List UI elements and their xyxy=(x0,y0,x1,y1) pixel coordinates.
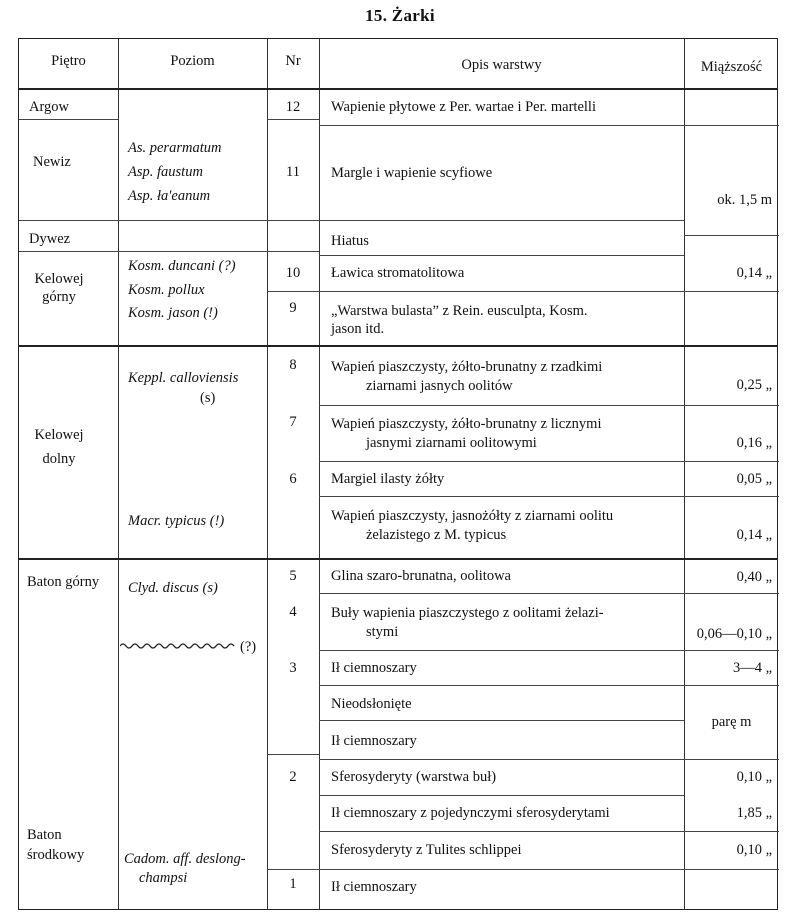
row-divider xyxy=(684,496,779,497)
thickness-value: ok. 1,5 m xyxy=(717,192,772,208)
layer-description: Wapień piaszczysty, jasnożółty z ziarnami oolitu xyxy=(331,508,614,524)
zone-label: Kosm. duncani (?) xyxy=(128,258,236,274)
row-divider xyxy=(319,593,684,594)
row-divider xyxy=(267,869,319,870)
row-divider xyxy=(319,720,684,721)
wavy-boundary-line xyxy=(120,641,240,651)
row-divider xyxy=(267,251,319,252)
layer-description: żelazistego z M. typicus xyxy=(366,527,507,543)
layer-number: 9 xyxy=(289,300,297,316)
row-divider xyxy=(684,869,779,870)
thickness-value: 0,14 „ xyxy=(736,527,772,543)
zone-label: Cadom. aff. deslong- xyxy=(124,851,246,867)
zone-label: Kosm. jason (!) xyxy=(128,305,218,321)
thickness-value: 0,25 „ xyxy=(736,377,772,393)
layer-description: jason itd. xyxy=(331,321,385,337)
row-divider xyxy=(267,220,319,221)
thickness-value: 3—4 „ xyxy=(732,660,772,676)
row-divider xyxy=(319,255,684,256)
thickness-value: 0,16 „ xyxy=(736,435,772,451)
layer-number: 11 xyxy=(286,164,300,180)
row-divider xyxy=(319,650,684,651)
row-divider xyxy=(319,125,684,126)
row-divider xyxy=(684,461,779,462)
stage-label: Kelowej xyxy=(34,271,84,287)
layer-description: Margiel ilasty żółty xyxy=(331,471,445,487)
layer-number: 10 xyxy=(285,265,301,281)
section-divider xyxy=(19,558,777,560)
row-divider xyxy=(684,593,779,594)
layer-description: Hiatus xyxy=(331,233,369,249)
zone-label: (s) xyxy=(200,390,216,406)
stage-label: dolny xyxy=(42,451,76,467)
zone-label: (?) xyxy=(240,639,257,655)
row-divider xyxy=(684,235,779,236)
thickness-value: 0,40 „ xyxy=(736,569,772,585)
layer-description: jasnymi ziarnami oolitowymi xyxy=(366,435,537,451)
row-divider xyxy=(684,650,779,651)
row-divider xyxy=(19,251,118,252)
layer-description: Glina szaro-brunatna, oolitowa xyxy=(331,568,511,584)
row-divider xyxy=(118,220,267,221)
header-poziom: Poziom xyxy=(170,53,215,69)
layer-number: 8 xyxy=(289,357,297,373)
zone-label: champsi xyxy=(139,870,188,886)
layer-number: 12 xyxy=(285,99,301,115)
row-divider xyxy=(319,405,684,406)
stage-label: Newiz xyxy=(33,154,71,170)
row-divider xyxy=(684,759,779,760)
row-divider xyxy=(319,220,684,221)
row-divider xyxy=(684,125,779,126)
row-divider xyxy=(319,685,684,686)
layer-description: Ił ciemnoszary z pojedynczymi sferosyderytami xyxy=(331,805,610,821)
header-miazszosc: Miąższość xyxy=(700,59,763,75)
row-divider xyxy=(319,496,684,497)
layer-description: stymi xyxy=(366,624,399,640)
stage-label: górny xyxy=(42,289,76,305)
row-divider xyxy=(684,291,779,292)
layer-description: Ławica stromatolitowa xyxy=(331,265,465,281)
zone-label: Asp. ła'eanum xyxy=(128,188,211,204)
zone-label: As. perarmatum xyxy=(128,140,222,156)
layer-description: Ił ciemnoszary xyxy=(331,879,417,895)
layer-description: Sferosyderyty (warstwa buł) xyxy=(331,769,497,785)
zone-label: Kosm. pollux xyxy=(128,282,205,298)
zone-label: Macr. typicus (!) xyxy=(128,513,225,529)
thickness-value: 0,06—0,10 „ xyxy=(696,626,772,642)
row-divider xyxy=(267,291,319,292)
layer-description: Wapień piaszczysty, żółto-brunatny z licznymi xyxy=(331,416,602,432)
layer-description: Wapień piaszczysty, żółto-brunatny z rzadkimi xyxy=(331,359,603,375)
header-nr: Nr xyxy=(285,53,301,69)
layer-description: Ił ciemnoszary xyxy=(331,733,417,749)
thickness-value: parę m xyxy=(711,714,752,730)
thickness-value: 0,10 „ xyxy=(736,769,772,785)
zone-label: Asp. faustum xyxy=(128,164,203,180)
stage-label: Dywez xyxy=(29,231,71,247)
row-divider xyxy=(319,461,684,462)
thickness-value: 0,10 „ xyxy=(736,842,772,858)
header-pietro: Piętro xyxy=(51,53,86,69)
row-divider xyxy=(684,405,779,406)
layer-description: ziarnami jasnych oolitów xyxy=(366,378,513,394)
col-divider xyxy=(319,39,320,909)
layer-description: Ił ciemnoszary xyxy=(331,660,417,676)
row-divider xyxy=(319,759,684,760)
section-divider xyxy=(19,345,777,347)
thickness-value: 0,05 „ xyxy=(736,471,772,487)
row-divider xyxy=(319,831,684,832)
stage-label: Argow xyxy=(29,99,70,115)
page-title: 15. Żarki xyxy=(365,6,435,25)
row-divider xyxy=(118,251,267,252)
thickness-value: 1,85 „ xyxy=(736,805,772,821)
layer-number: 2 xyxy=(289,769,297,785)
header-opis: Opis warstwy xyxy=(461,57,542,73)
header-divider xyxy=(19,88,777,90)
row-divider xyxy=(319,291,684,292)
layer-description: „Warstwa bulasta” z Rein. eusculpta, Kosm. xyxy=(331,303,588,319)
zone-label: Keppl. calloviensis xyxy=(128,370,239,386)
layer-number: 1 xyxy=(289,876,297,892)
row-divider xyxy=(19,119,118,120)
stage-label: Baton górny xyxy=(27,574,100,590)
stage-label: środkowy xyxy=(27,847,85,863)
layer-number: 5 xyxy=(289,568,297,584)
row-divider xyxy=(19,220,118,221)
zone-label: Clyd. discus (s) xyxy=(128,580,218,596)
row-divider xyxy=(267,119,319,120)
layer-description: Nieodsłonięte xyxy=(331,696,412,712)
layer-description: Sferosyderyty z Tulites schlippei xyxy=(331,842,522,858)
layer-number: 4 xyxy=(289,604,297,620)
thickness-value: 0,14 „ xyxy=(736,265,772,281)
layer-number: 7 xyxy=(289,414,297,430)
col-divider xyxy=(118,39,119,909)
row-divider xyxy=(267,754,319,755)
layer-description: Margle i wapienie scyfiowe xyxy=(331,165,493,181)
stage-label: Baton xyxy=(27,827,62,843)
row-divider xyxy=(319,869,684,870)
layer-number: 3 xyxy=(289,660,297,676)
row-divider xyxy=(684,831,779,832)
row-divider xyxy=(319,795,684,796)
layer-description: Buły wapienia piaszczystego z oolitami żelazi- xyxy=(331,605,604,621)
stage-label: Kelowej xyxy=(34,427,84,443)
layer-number: 6 xyxy=(289,471,297,487)
row-divider xyxy=(684,685,779,686)
layer-description: Wapienie płytowe z Per. wartae i Per. martelli xyxy=(331,99,596,115)
stratigraphy-table xyxy=(18,38,778,910)
